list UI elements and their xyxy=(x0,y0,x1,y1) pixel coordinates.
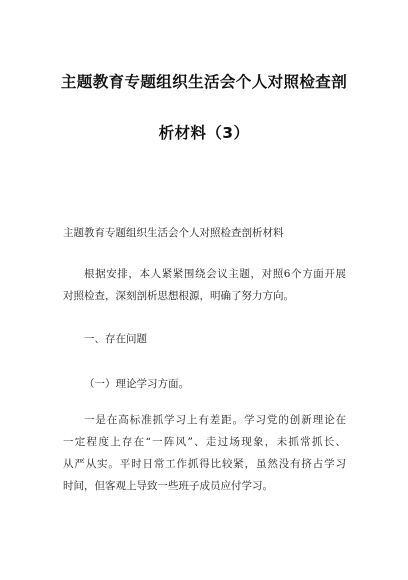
body-line-4: 时间，但客观上导致一些班子成员应付学习。 xyxy=(63,480,273,492)
intro-paragraph xyxy=(63,263,346,307)
subsection-heading: （一）理论学习方面。 xyxy=(84,378,189,390)
body-line-3: 从严从实。平时日常工作抓得比较紧，虽然没有挤占学习 xyxy=(63,458,346,470)
document-title-line-1: 主题教育专题组织生活会个人对照检查剖 xyxy=(60,73,348,91)
intro-line-2: 对照检查，深刻剖析思想根源，明确了努力方向。 xyxy=(63,290,294,302)
document-title-line-2: 析材料（3） xyxy=(158,124,250,142)
document-subtitle: 主题教育专题组织生活会个人对照检查剖析材料 xyxy=(63,227,284,239)
body-line-1: 一是在高标准抓学习上有差距。学习党的创新理论在 xyxy=(84,414,346,426)
body-paragraph xyxy=(63,409,346,497)
intro-line-1: 根据安排，本人紧紧围绕会议主题，对照6个方面开展 xyxy=(84,268,346,280)
body-line-2: 一定程度上存在“一阵风”、走过场现象，未抓常抓长、 xyxy=(63,436,346,448)
section-heading: 一、存在问题 xyxy=(84,333,147,345)
